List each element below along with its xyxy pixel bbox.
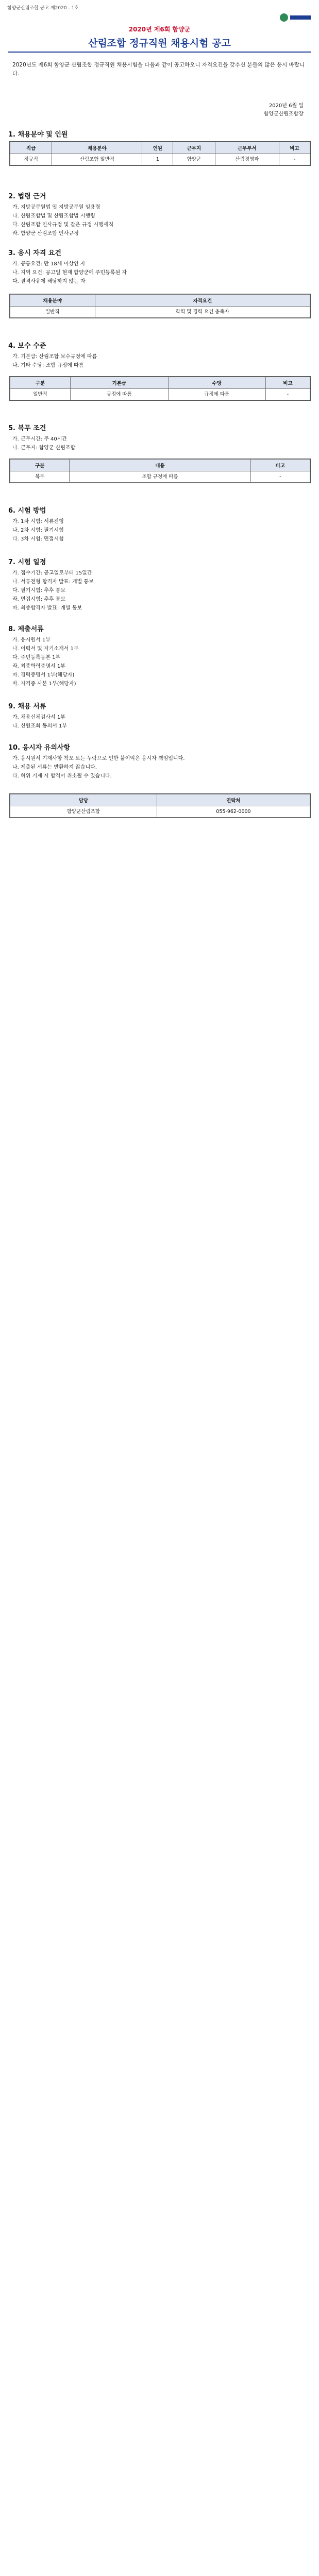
table-pay: [9, 376, 311, 401]
table-cell: 복무: [10, 471, 70, 483]
table-row: [10, 806, 310, 818]
section-8-title: 8. 제출서류: [8, 625, 44, 633]
list-item: 다. 허위 기재 시 합격이 취소될 수 있습니다.: [12, 773, 112, 779]
list-item: 다. 산림조합 인사규정 및 같은 규정 시행세칙: [12, 222, 114, 228]
col-header: 근무부서: [215, 142, 279, 154]
col-header: 비고: [250, 460, 310, 471]
col-header: 채용분야: [10, 295, 95, 307]
table-cell: -: [279, 154, 310, 165]
notice-date: 2020년 6월 일: [268, 103, 304, 109]
table-cell: 조합 규정에 따름: [70, 471, 250, 483]
table-cell: 산림경영과: [215, 154, 279, 165]
list-item: 다. 필기시험: 추후 통보: [12, 588, 66, 594]
list-item: 나. 기타 수당: 조합 규정에 따름: [12, 363, 84, 368]
table-cell: 학력 및 경력 요건 충족자: [95, 307, 310, 318]
table-cell: 055-962-0000: [157, 806, 310, 818]
col-header: 근무지: [173, 142, 215, 154]
table-cell: 1: [142, 154, 173, 165]
org-name: 함양군산림조합장: [263, 111, 304, 117]
section-6-title: 6. 시험 방법: [8, 507, 46, 515]
list-item: 가. 응시원서 기재사항 착오 또는 누락으로 인한 불이익은 응시자 책임입니다.: [12, 756, 185, 761]
list-item: 나. 산림조합법 및 산림조합법 시행령: [12, 213, 95, 219]
section-5-title: 5. 복무 조건: [8, 425, 46, 432]
employ-list: [12, 713, 307, 731]
list-item: 가. 응시원서 1부: [12, 637, 51, 643]
col-header: 기본급: [71, 377, 168, 389]
intro-text: 2020년도 제6회 함양군 산림조합 정규직원 채용시험을 다음과 같이 공고하오니 자격요건을 갖추신 분들의 많은 응시 바랍니다.: [12, 62, 305, 77]
table-row: [10, 307, 310, 318]
list-item: 가. 1차 시험: 서류전형: [12, 519, 64, 524]
list-item: 나. 서류전형 합격자 발표: 개별 통보: [12, 579, 94, 585]
list-item: 라. 함양군 산림조합 인사규정: [12, 231, 79, 236]
col-header: 비고: [279, 142, 310, 154]
law-list: [12, 203, 307, 238]
list-item: 라. 면접시험: 추후 통보: [12, 597, 66, 602]
table-contact: [9, 793, 311, 818]
list-item: 가. 공통요건: 만 18세 이상인 자: [12, 261, 86, 267]
list-item: 가. 근무시간: 주 40시간: [12, 436, 68, 442]
table-qualifications: [9, 294, 311, 318]
list-item: 라. 최종학력증명서 1부: [12, 664, 65, 669]
list-item: 가. 채용신체검사서 1부: [12, 715, 65, 720]
work-list: [12, 435, 307, 452]
list-item: 바. 자격증 사본 1부(해당자): [12, 681, 76, 687]
pay-list: [12, 352, 307, 370]
section-1-title: 1. 채용분야 및 인원: [8, 131, 68, 139]
col-header: 자격요건: [95, 295, 310, 307]
table-cell: 산림조합 일반직: [52, 154, 142, 165]
col-header: 비고: [266, 377, 310, 389]
title-rule: [8, 52, 311, 53]
method-list: [12, 517, 307, 544]
col-header: 수당: [168, 377, 265, 389]
list-item: 나. 이력서 및 자기소개서 1부: [12, 646, 79, 652]
title-block: [0, 25, 319, 49]
section-2-title: 2. 법령 근거: [8, 193, 46, 200]
list-item: 다. 3차 시험: 면접시험: [12, 536, 64, 542]
list-item: 나. 지역 요건: 공고일 현재 함양군에 주민등록된 자: [12, 270, 127, 276]
list-item: 나. 신원조회 동의서 1부: [12, 723, 68, 729]
submit-list: [12, 636, 307, 688]
table-cell: -: [266, 389, 310, 400]
col-header: 채용분야: [52, 142, 142, 154]
table-row: [10, 389, 310, 400]
table-cell: -: [250, 471, 310, 483]
section-7-title: 7. 시험 일정: [8, 558, 46, 566]
schedule-list: [12, 569, 307, 613]
table-cell: 함양군산림조합: [10, 806, 157, 818]
section-10-title: 10. 응시자 유의사항: [8, 744, 70, 752]
list-item: 마. 최종합격자 발표: 개별 통보: [12, 605, 82, 611]
table-row: [10, 471, 310, 483]
table-cell: 정규직: [10, 154, 52, 165]
page-title: 산림조합 정규직원 채용시험 공고: [88, 38, 231, 49]
table-positions: [9, 141, 311, 166]
org-logo: [279, 12, 312, 23]
list-item: 나. 2차 시험: 필기시험: [12, 528, 64, 533]
table-work: [9, 459, 311, 483]
section-4-title: 4. 보수 수준: [8, 342, 46, 350]
table-cell: 규정에 따름: [71, 389, 168, 400]
section-3-title: 3. 응시 자격 요건: [8, 249, 61, 257]
list-item: 가. 기본급: 산림조합 보수규정에 따름: [12, 354, 97, 360]
list-item: 가. 접수기간: 공고일로부터 15일간: [12, 570, 92, 576]
col-header: 담당: [10, 794, 157, 806]
col-header: 구분: [10, 460, 70, 471]
col-header: 내용: [70, 460, 250, 471]
section-9-title: 9. 채용 서류: [8, 703, 46, 710]
list-item: 나. 제출된 서류는 반환하지 않습니다.: [12, 765, 97, 770]
caution-list: [12, 754, 307, 781]
col-header: 인원: [142, 142, 173, 154]
subtitle: 2020년 제6회 함양군: [128, 26, 191, 33]
table-cell: 규정에 따름: [168, 389, 265, 400]
table-cell: 일반직: [10, 307, 95, 318]
col-header: 직급: [10, 142, 52, 154]
table-cell: 일반직: [10, 389, 71, 400]
table-row: [10, 154, 310, 165]
col-header: 연락처: [157, 794, 310, 806]
col-header: 구분: [10, 377, 71, 389]
list-item: 다. 결격사유에 해당하지 않는 자: [12, 279, 86, 284]
table-cell: 함양군: [173, 154, 215, 165]
doc-number: 함양군산림조합 공고 제2020 - 1호: [7, 6, 79, 11]
list-item: 나. 근무지: 함양군 산림조합: [12, 445, 76, 451]
qual-list: [12, 260, 307, 286]
list-item: 마. 경력증명서 1부(해당자): [12, 672, 75, 678]
list-item: 다. 주민등록등본 1부: [12, 655, 61, 660]
list-item: 가. 지방공무원법 및 지방공무원 임용령: [12, 205, 100, 210]
